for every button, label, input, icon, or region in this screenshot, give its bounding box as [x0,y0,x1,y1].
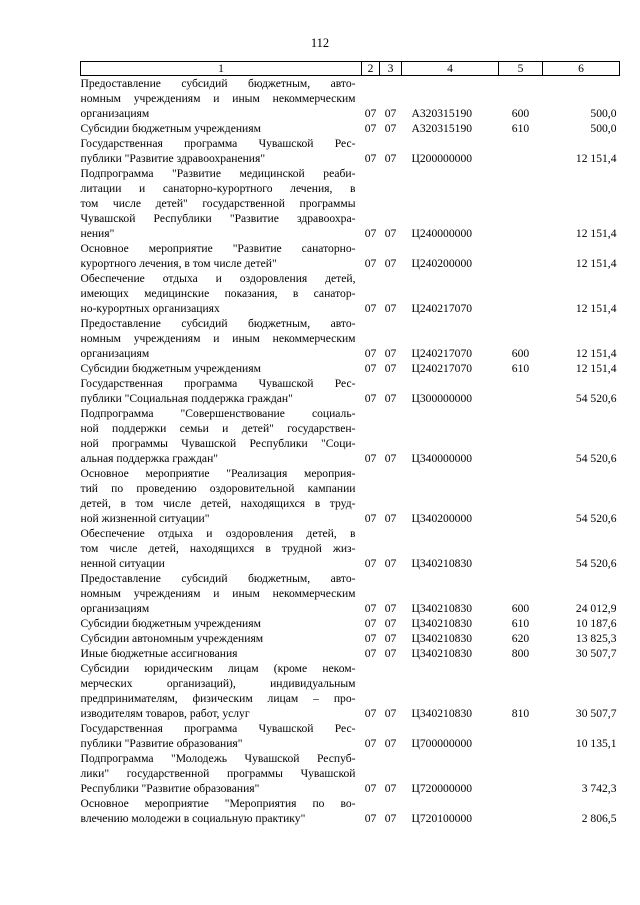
amount: 54 520,6 [575,557,617,570]
description-line: Подпрограмма "Молодежь Чувашской Респуб- [80,752,356,765]
amount: 30 507,7 [575,647,617,660]
section-code: 07 [364,227,377,240]
subsection-code: 07 [384,152,397,165]
item-description [81,406,362,466]
item-description [81,316,362,361]
expense-type-code [499,751,543,796]
section-code: 07 [364,452,377,465]
item-description [81,121,362,136]
expense-type-code: 610 [511,617,530,630]
table-row [81,526,620,571]
description-line: Субсидии юридическим лицам (кроме неком- [80,662,356,675]
target-article-code: Ц340210830 [411,617,473,630]
table-row [81,796,620,826]
description-line: Обеспечение отдыха и оздоровления детей, [80,272,356,285]
expense-type-code [499,406,543,466]
target-article-code: Ц340210830 [411,647,473,660]
table-row [81,361,620,376]
subsection-code: 07 [384,227,397,240]
section-code: 07 [364,152,377,165]
budget-table [80,61,620,826]
description-line: имеющих медицинские показания, в санатор- [80,287,356,300]
description-line: Государственная программа Чувашской Рес- [80,137,356,150]
section-code: 07 [364,347,377,360]
section-code: 07 [364,617,377,630]
amount: 12 151,4 [575,302,617,315]
subsection-code: 07 [384,602,397,615]
table-row [81,571,620,616]
description-line: Государственная программа Чувашской Рес- [80,722,356,735]
section-code: 07 [364,392,377,405]
description-line: влечению молодежи в социальную практику" [80,812,306,825]
description-line: но-курортных организациях [80,302,220,315]
subsection-code: 07 [384,362,397,375]
subsection-code: 07 [384,617,397,630]
table-row [81,121,620,136]
amount: 30 507,7 [575,707,617,720]
target-article-code: Ц240000000 [411,227,473,240]
item-description [81,751,362,796]
subsection-code: 07 [384,557,397,570]
target-article-code: Ц720100000 [411,812,473,825]
amount: 24 012,9 [575,602,617,615]
description-line: Иные бюджетные ассигнования [80,647,238,660]
item-description [81,631,362,646]
subsection-code: 07 [384,707,397,720]
description-line: изводителям товаров, работ, услуг [80,707,250,720]
description-line: ной жизненной ситуации" [80,512,210,525]
description-line: ненной ситуации [80,557,165,570]
amount: 500,0 [590,122,617,135]
target-article-code: Ц200000000 [411,152,473,165]
description-line: организациям [80,107,150,120]
description-line: организациям [80,347,150,360]
table-row [81,646,620,661]
description-line: номным учреждениям и иным некоммерческим [80,332,356,345]
target-article-code: Ц240217070 [411,347,473,360]
expense-type-code: 610 [511,362,530,375]
subsection-code: 07 [384,392,397,405]
expense-type-code: 810 [511,707,530,720]
expense-type-code: 600 [511,347,530,360]
table-row [81,751,620,796]
item-description [81,661,362,721]
description-line: нения" [80,227,115,240]
target-article-code: Ц340210830 [411,707,473,720]
amount: 12 151,4 [575,227,617,240]
section-code: 07 [364,362,377,375]
target-article-code: Ц240200000 [411,257,473,270]
column-header: 6 [543,62,620,76]
section-code: 07 [364,812,377,825]
expense-type-code: 800 [511,647,530,660]
section-code: 07 [364,557,377,570]
amount: 10 187,6 [575,617,617,630]
table-row [81,406,620,466]
table-row [81,466,620,526]
expense-type-code: 610 [511,122,530,135]
description-line: Предоставление субсидий бюджетным, авто- [80,317,356,330]
section-code: 07 [364,122,377,135]
item-description [81,466,362,526]
description-line: Обеспечение отдыха и оздоровления детей, в [80,527,356,540]
column-header: 3 [380,62,402,76]
amount: 12 151,4 [575,152,617,165]
subsection-code: 07 [384,782,397,795]
page-number: 112 [310,36,330,50]
section-code: 07 [364,737,377,750]
description-line: Субсидии бюджетным учреждениям [80,617,261,630]
subsection-code: 07 [384,737,397,750]
target-article-code: Ц340200000 [411,512,473,525]
description-line: номным учреждениям и иным некоммерческим [80,587,356,600]
section-code: 07 [364,647,377,660]
amount: 54 520,6 [575,392,617,405]
item-description [81,241,362,271]
amount: 10 135,1 [575,737,617,750]
target-article-code: Ц340210830 [411,602,473,615]
description-line: Субсидии бюджетным учреждениям [80,362,261,375]
table-row [81,166,620,241]
section-code: 07 [364,632,377,645]
target-article-code: Ц300000000 [411,392,473,405]
table-body [81,76,620,827]
table-row [81,631,620,646]
target-article-code: Ц700000000 [411,737,473,750]
amount: 12 151,4 [575,362,617,375]
table-row [81,271,620,316]
subsection-code: 07 [384,512,397,525]
table-header-row [81,62,620,76]
description-line: Подпрограмма "Развитие медицинской реаби- [80,167,356,180]
subsection-code: 07 [384,812,397,825]
item-description [81,166,362,241]
target-article-code: Ц340210830 [411,632,473,645]
description-line: Республики "Развитие образования" [80,782,260,795]
description-line: предпринимателям, физическим лицам – про- [80,692,356,705]
column-header: 2 [362,62,380,76]
description-line: Подпрограмма "Совершенствование социаль- [80,407,356,420]
target-article-code: А320315190 [411,107,473,120]
subsection-code: 07 [384,347,397,360]
item-description [81,376,362,406]
section-code: 07 [364,302,377,315]
amount: 54 520,6 [575,452,617,465]
table-row [81,721,620,751]
description-line: лики" государственной программы Чувашской [80,767,356,780]
amount: 2 806,5 [581,812,617,825]
target-article-code: Ц340000000 [411,452,473,465]
description-line: Предоставление субсидий бюджетным, авто- [80,77,356,90]
description-line: Предоставление субсидий бюджетным, авто- [80,572,356,585]
description-line: публики "Развитие образования" [80,737,243,750]
description-line: курортного лечения, в том числе детей" [80,257,277,270]
description-line: ной поддержки семьи и детей" государствен- [80,422,356,435]
subsection-code: 07 [384,122,397,135]
item-description [81,361,362,376]
amount: 500,0 [590,107,617,120]
subsection-code: 07 [384,257,397,270]
item-description [81,526,362,571]
subsection-code: 07 [384,302,397,315]
description-line: тий по проведению оздоровительной кампании [80,482,356,495]
target-article-code: Ц240217070 [411,302,473,315]
section-code: 07 [364,602,377,615]
subsection-code: 07 [384,632,397,645]
table-row [81,376,620,406]
target-article-code: Ц720000000 [411,782,473,795]
description-line: том числе детей, находящихся в трудной жиз- [80,542,356,555]
amount: 12 151,4 [575,347,617,360]
subsection-code: 07 [384,107,397,120]
description-line: публики "Социальная поддержка граждан" [80,392,293,405]
description-line: мерческих организаций), индивидуальным [80,677,356,690]
description-line: номным учреждениям и иным некоммерческим [80,92,356,105]
description-line: литации и санаторно-курортного лечения, в [80,182,356,195]
subsection-code: 07 [384,452,397,465]
expense-type-code [499,721,543,751]
amount: 3 742,3 [581,782,617,795]
expense-type-code [499,241,543,271]
description-line: организациям [80,602,150,615]
item-description [81,616,362,631]
expense-type-code: 600 [511,602,530,615]
table-row [81,316,620,361]
section-code: 07 [364,107,377,120]
description-line: детей, в том числе детей, находящихся в труд- [80,497,356,510]
subsection-code: 07 [384,647,397,660]
table-row [81,76,620,122]
expense-type-code [499,526,543,571]
item-description [81,796,362,826]
amount: 12 151,4 [575,257,617,270]
expense-type-code [499,466,543,526]
item-description [81,136,362,166]
section-code: 07 [364,707,377,720]
section-code: 07 [364,782,377,795]
target-article-code: Ц340210830 [411,557,473,570]
section-code: 07 [364,512,377,525]
description-line: Государственная программа Чувашской Рес- [80,377,356,390]
description-line: Чувашской Республики "Развитие здравоохра- [80,212,356,225]
item-description [81,721,362,751]
table-row [81,661,620,721]
amount: 54 520,6 [575,512,617,525]
expense-type-code [499,271,543,316]
amount: 13 825,3 [575,632,617,645]
expense-type-code: 600 [511,107,530,120]
section-code: 07 [364,257,377,270]
table-row [81,136,620,166]
description-line: альная поддержка граждан" [80,452,219,465]
item-description [81,646,362,661]
description-line: Субсидии бюджетным учреждениям [80,122,261,135]
column-header: 4 [402,62,499,76]
description-line: Основное мероприятие "Реализация мероприя- [80,467,356,480]
expense-type-code [499,136,543,166]
item-description [81,271,362,316]
target-article-code: А320315190 [411,122,473,135]
item-description [81,571,362,616]
description-line: том числе детей" государственной программы [80,197,356,210]
expense-type-code: 620 [511,632,530,645]
description-line: Основное мероприятие "Развитие санаторно- [80,242,356,255]
description-line: ной программы Чувашской Республики "Соци- [80,437,356,450]
expense-type-code [499,166,543,241]
description-line: публики "Развитие здравоохранения" [80,152,266,165]
description-line: Субсидии автономным учреждениям [80,632,264,645]
table-row [81,241,620,271]
item-description [81,76,362,122]
expense-type-code [499,376,543,406]
table-row [81,616,620,631]
column-header: 1 [81,62,362,76]
column-header: 5 [499,62,543,76]
description-line: Основное мероприятие "Мероприятия по во- [80,797,356,810]
expense-type-code [499,796,543,826]
target-article-code: Ц240217070 [411,362,473,375]
